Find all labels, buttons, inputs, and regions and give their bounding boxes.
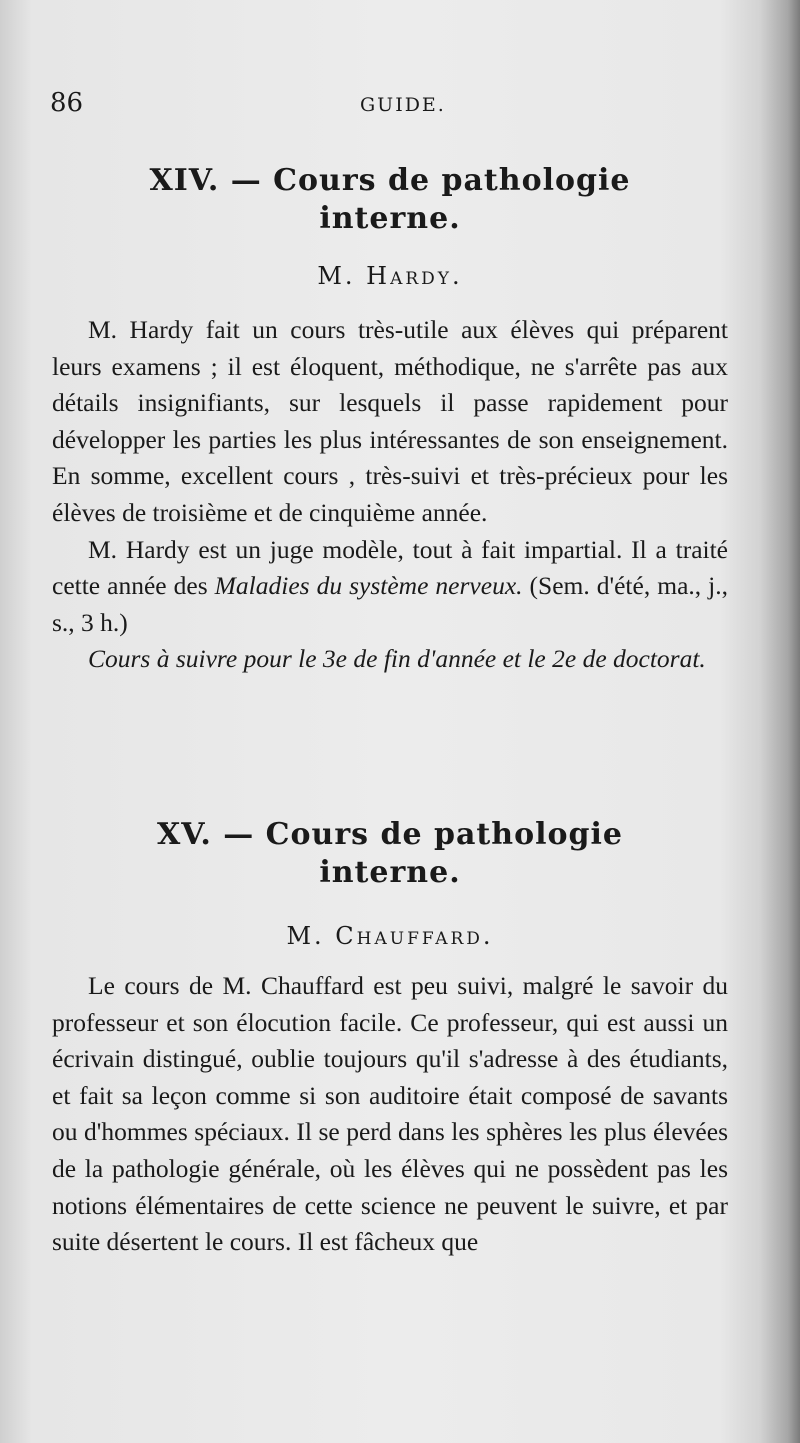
section-body-xv [52, 968, 728, 1261]
running-head: GUIDE. [360, 94, 446, 116]
paragraph: Le cours de M. Chauffard est peu suivi, malgré le savoir du professeur et son élocution facile. Ce professeur, qui est aussi un écrivain distingué, oublie toujours qu'il s'adresse à des étudiants, et fait sa leçon comme si son auditoire était composé de savants ou d'hommes spéciaux. Il se perd dans les sphères les plus élevées de la pathologie générale, où les élèves qui ne possèdent pas les notions élémentaires de cette science ne peuvent le suivre, et par suite désertent le cours. Il est fâcheux que [52, 971, 728, 1257]
page-edge-shadow [760, 0, 800, 1443]
recommendation: Cours à suivre pour le 3e de fin d'année et le 2e de doctorat. [88, 644, 706, 674]
section-title-line1: XIV. — Cours de pathologie [149, 163, 631, 198]
course-schedule: (Sem. d'été, ma., j., s., 3 h.) [52, 571, 729, 637]
page-number: 86 [50, 88, 84, 118]
author-name: M. Hardy. [317, 262, 463, 290]
author-name: M. Chauffard. [286, 922, 494, 950]
section-title-line1: XV. — Cours de pathologie [157, 817, 623, 852]
section-title-xiv [50, 162, 730, 238]
paragraph [52, 532, 728, 642]
section-title-line2: interne. [319, 855, 461, 890]
paragraph-text: M. Hardy est un juge modèle, tout à fait impartial. Il a traité cette année des [52, 534, 728, 601]
section-title-line2: interne. [319, 201, 461, 236]
page-header [50, 88, 730, 128]
course-topic: Maladies du système nerveux. [214, 571, 523, 601]
section-title-xv [50, 816, 730, 892]
section-body-xiv [52, 312, 728, 678]
paragraph: M. Hardy fait un cours très-utile aux élèves qui préparent leurs examens ; il est éloquent, méthodique, ne s'arrête pas aux détails insignifiants, sur lesquels il passe rapidement pour développer les parties les plus intéressantes de son enseignement. En somme, excellent cours , très-suivi et très-précieux pour les élèves de troisième et de cinquième année. [52, 315, 728, 527]
